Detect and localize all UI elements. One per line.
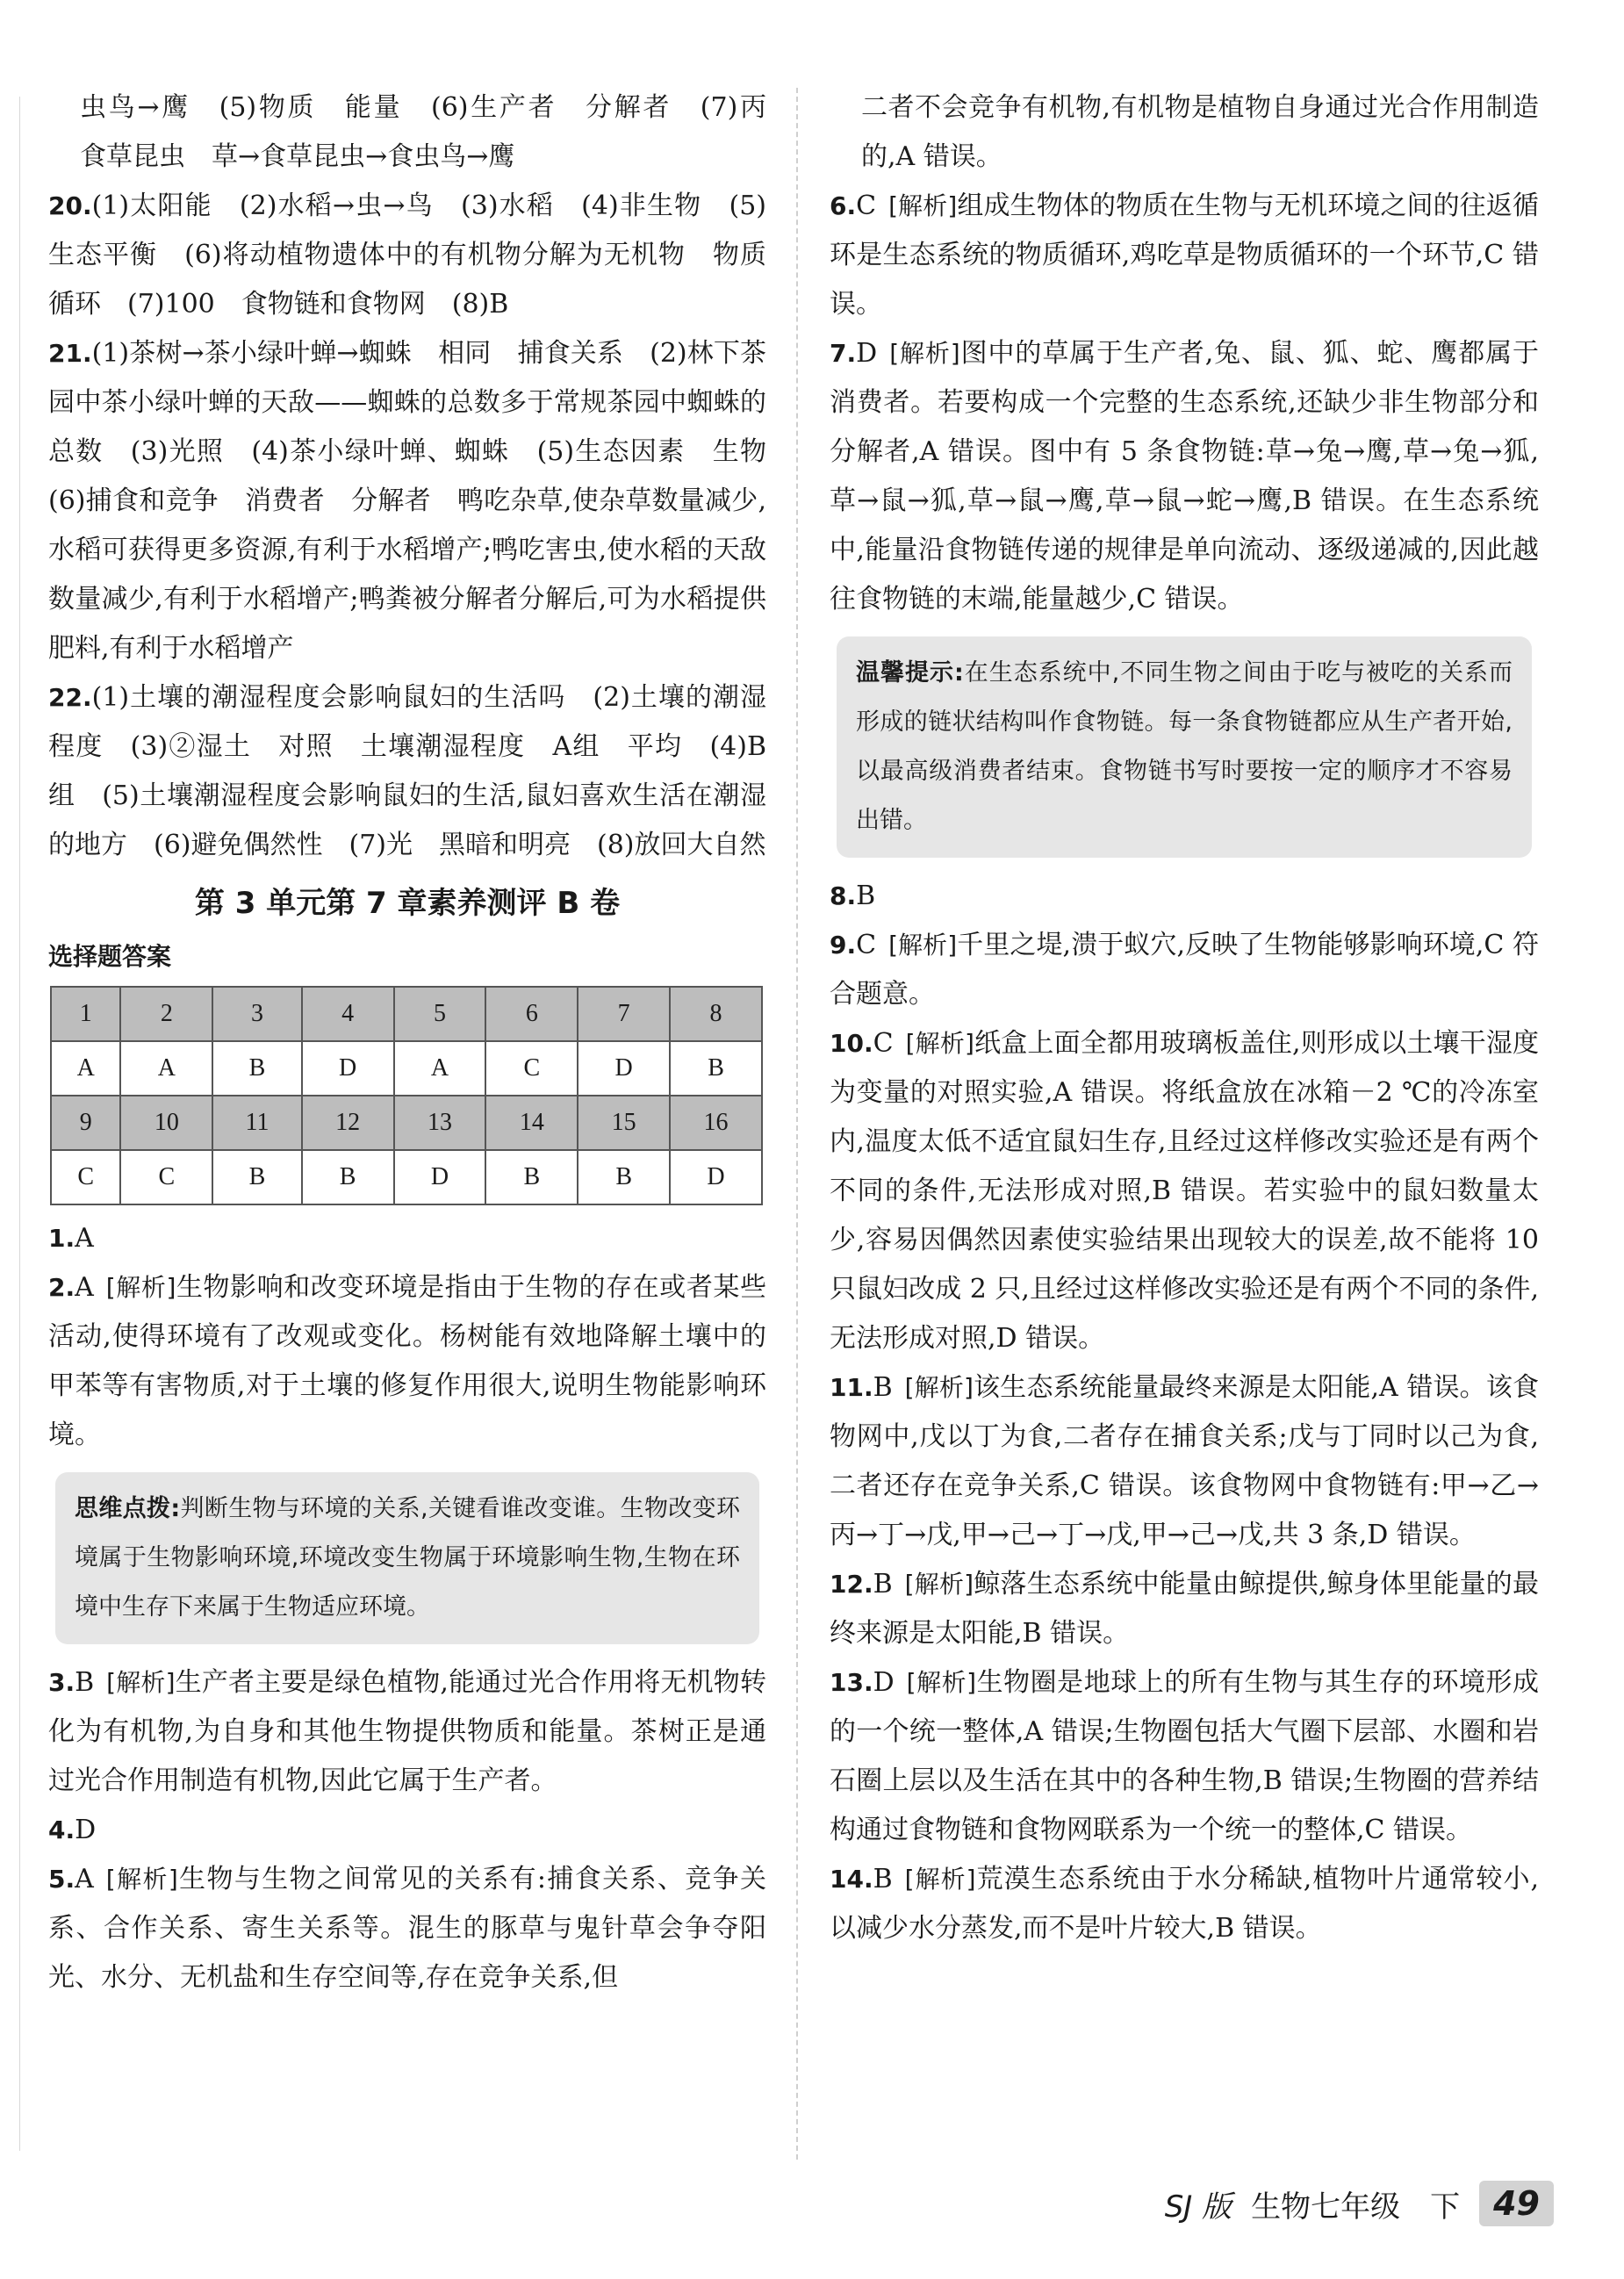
analysis-tag: [解析] xyxy=(904,1865,976,1894)
table-cell-number: 12 xyxy=(302,1096,394,1150)
page-edge-line xyxy=(19,97,20,2151)
table-cell-number: 5 xyxy=(394,987,486,1041)
answer-1 xyxy=(48,1214,766,1263)
analysis-tag: [解析] xyxy=(905,1029,974,1058)
analysis-text: 生物圈是地球上的所有生物与其生存的环境形成的一个统一整体,A 错误;生物圈包括大气圈下层部、水圈和岩石圈上层以及生活在其中的各种生物,B 错误;生物圈的营养结构通过食物链和食物网联系为一个统一的整体,C 错误。 xyxy=(830,1667,1540,1845)
left-column xyxy=(48,83,793,2002)
analysis-text: 荒漠生态系统由于水分稀缺,植物叶片通常较小,以减少水分蒸发,而不是叶片较大,B 错误。 xyxy=(830,1864,1539,1944)
answer-letter: B xyxy=(75,1667,95,1698)
answer-letter: C xyxy=(873,1028,894,1059)
answer-13 xyxy=(830,1658,1539,1855)
table-cell-number: 8 xyxy=(670,987,762,1041)
section-title: 第 3 单元第 7 章素养测评 B 卷 xyxy=(194,886,621,921)
table-cell-answer: B xyxy=(670,1041,762,1096)
column-divider xyxy=(796,88,798,2160)
table-cell-number: 4 xyxy=(302,987,394,1041)
answer-text: (1)土壤的潮湿程度会影响鼠妇的生活吗 (2)土壤的潮湿程度 (3)②湿土 对照 土壤潮湿程度 A组 平均 (4)B组 (5)土壤潮湿程度会影响鼠妇的生活,鼠妇喜欢生活在潮湿的地方 (6)避免偶然性 (7)光 黑暗和明亮 (8)放回大自然 xyxy=(48,682,766,860)
table-cell-number: 2 xyxy=(120,987,212,1041)
answer-letter: A xyxy=(75,1223,94,1254)
tip-text: 判断生物与环境的关系,关键看谁改变谁。生物改变环境属于生物影响环境,环境改变生物属于环境影响生物,生物在环境中生存下来属于生物适应环境。 xyxy=(75,1495,740,1621)
table-row-numbers-1 xyxy=(51,987,762,1041)
table-cell-number: 16 xyxy=(670,1096,762,1150)
analysis-tag: [解析] xyxy=(904,1373,974,1402)
answer-letter: D xyxy=(856,338,878,369)
answer-9 xyxy=(830,921,1539,1019)
subject-label: 生物七年级 下 xyxy=(1251,2189,1461,2225)
answer-14 xyxy=(830,1855,1539,1953)
answer-11 xyxy=(830,1363,1539,1560)
question-number: 21. xyxy=(48,339,92,368)
table-cell-number: 13 xyxy=(394,1096,486,1150)
answer-10 xyxy=(830,1019,1539,1363)
answer-8 xyxy=(830,872,1539,921)
question-number: 6. xyxy=(830,191,857,220)
analysis-text: 千里之堤,溃于蚁穴,反映了生物能够影响环境,C 符合题意。 xyxy=(830,930,1539,1010)
answer-letter: B xyxy=(856,881,876,911)
table-cell-answer: B xyxy=(578,1150,670,1204)
table-cell-answer: A xyxy=(120,1041,212,1096)
answer-7 xyxy=(830,329,1539,624)
table-cell-number: 15 xyxy=(578,1096,670,1150)
answer-letter: B xyxy=(873,1372,893,1403)
table-cell-answer: A xyxy=(394,1041,486,1096)
answer-5-continued: 二者不会竞争有机物,有机物是植物自身通过光合作用制造的,A 错误。 xyxy=(861,92,1539,172)
table-row-numbers-2 xyxy=(51,1096,762,1150)
tip-label: 思维点拨: xyxy=(75,1495,181,1522)
answer-letter: D xyxy=(75,1815,97,1845)
answer-6 xyxy=(830,182,1539,329)
analysis-text: 该生态系统能量最终来源是太阳能,A 错误。该食物网中,戊以丁为食,二者存在捕食关系;戊与丁同时以己为食,二者还存在竞争关系,C 错误。该食物网中食物链有:甲→乙→丙→丁→戊,甲→己→丁→戊,甲→己→戊,共 3 条,D 错误。 xyxy=(830,1372,1539,1550)
table-cell-answer: C xyxy=(120,1150,212,1204)
table-cell-answer: D xyxy=(578,1041,670,1096)
answer-letter: D xyxy=(873,1667,895,1698)
answer-letter: B xyxy=(873,1864,893,1894)
warm-tip-box xyxy=(837,636,1532,858)
table-cell-number: 11 xyxy=(212,1096,301,1150)
table-cell-answer: B xyxy=(212,1041,301,1096)
table-cell-number: 1 xyxy=(51,987,120,1041)
table-cell-number: 9 xyxy=(51,1096,120,1150)
page-footer xyxy=(1165,2181,1554,2226)
analysis-text: 生产者主要是绿色植物,能通过光合作用将无机物转化为有机物,为自身和其他生物提供物质和能量。茶树正是通过光合作用制造有机物,因此它属于生产者。 xyxy=(48,1667,766,1796)
analysis-text: 鲸落生态系统中能量由鲸提供,鲸身体里能量的最终来源是太阳能,B 错误。 xyxy=(830,1569,1539,1649)
table-cell-answer: B xyxy=(302,1150,394,1204)
choice-answers-title: 选择题答案 xyxy=(48,942,172,971)
table-cell-answer: A xyxy=(51,1041,120,1096)
question-number: 9. xyxy=(830,931,857,960)
question-number: 20. xyxy=(48,191,92,220)
table-cell-answer: D xyxy=(670,1150,762,1204)
answer-text: (1)太阳能 (2)水稻→虫→鸟 (3)水稻 (4)非生物 (5)生态平衡 (6)将动植物遗体中的有机物分解为无机物 物质循环 (7)100 食物链和食物网 (8)B xyxy=(48,191,766,320)
question-number: 11. xyxy=(830,1373,873,1402)
table-cell-answer: C xyxy=(51,1150,120,1204)
answer-12 xyxy=(830,1560,1539,1658)
table-cell-answer: C xyxy=(485,1041,578,1096)
question-number: 5. xyxy=(48,1865,75,1894)
answer-text: (1)茶树→茶小绿叶蝉→蜘蛛 相同 捕食关系 (2)林下茶园中茶小绿叶蝉的天敌——蜘蛛的总数多于常规茶园中蜘蛛的总数 (3)光照 (4)茶小绿叶蝉、蜘蛛 (5)生态因素 生物 (6)捕食和竞争 消费者 分解者 鸭吃杂草,使杂草数量减少,水稻可获得更多资源,有利于水稻增产;鸭吃害虫,使水稻的天敌数量减少,有利于水稻增产;鸭粪被分解者分解后,可为水稻提供肥料,有利于水稻增产 xyxy=(48,338,793,664)
answer-letter: A xyxy=(75,1272,94,1303)
answer-2 xyxy=(48,1263,766,1460)
answer-letter: C xyxy=(856,930,877,960)
analysis-text: 组成生物体的物质在生物与无机环境之间的往返循环是生态系统的物质循环,鸡吃草是物质循环的一个环节,C 错误。 xyxy=(830,191,1539,320)
answer-q20 xyxy=(48,182,766,329)
answer-q21 xyxy=(48,329,793,673)
question-number: 22. xyxy=(48,683,92,712)
table-cell-number: 10 xyxy=(120,1096,212,1150)
analysis-text: 纸盒上面全都用玻璃板盖住,则形成以土壤干湿度为变量的对照实验,A 错误。将纸盒放在冰箱－2 ℃的冷冻室内,温度太低不适宜鼠妇生存,且经过这样修改实验还是有两个不同的条件,无法形成对照,B 错误。若实验中的鼠妇数量太少,容易因偶然因素使实验结果出现较大的误差,故不能将 10 只鼠妇改成 2 只,且经过这样修改实验还是有两个不同的条件,无法形成对照,D 错误。 xyxy=(830,1028,1539,1354)
choice-answer-table xyxy=(50,986,763,1205)
answer-letter: B xyxy=(873,1569,893,1600)
analysis-tag: [解析] xyxy=(904,1570,974,1599)
answer-5 xyxy=(48,1855,766,2002)
answer-q22 xyxy=(48,673,766,870)
question-number: 8. xyxy=(830,881,857,910)
analysis-tag: [解析] xyxy=(888,191,958,220)
question-number: 12. xyxy=(830,1570,873,1599)
answer-3 xyxy=(48,1658,766,1806)
question-number: 13. xyxy=(830,1668,873,1697)
analysis-text: 图中的草属于生产者,兔、鼠、狐、蛇、鹰都属于消费者。若要构成一个完整的生态系统,还缺少非生物部分和分解者,A 错误。图中有 5 条食物链:草→兔→鹰,草→兔→狐,草→鼠→狐,草→鼠→鹰,草→鼠→蛇→鹰,B 错误。在生态系统中,能量沿食物链传递的规律是单向流动、逐级递减的,因此越往食物链的末端,能量越少,C 错误。 xyxy=(830,338,1539,615)
analysis-tag: [解析] xyxy=(106,1668,176,1697)
table-cell-answer: D xyxy=(394,1150,486,1204)
analysis-tag: [解析] xyxy=(889,339,960,368)
q19-continued: 虫鸟→鹰 (5)物质 能量 (6)生产者 分解者 (7)丙 食草昆虫 草→食草昆虫→食虫鸟→鹰 xyxy=(80,92,793,172)
answer-4 xyxy=(48,1806,766,1855)
page-number: 49 xyxy=(1479,2181,1554,2226)
answer-letter: C xyxy=(856,191,877,221)
right-column xyxy=(830,83,1539,1953)
table-cell-number: 14 xyxy=(485,1096,578,1150)
table-cell-number: 6 xyxy=(485,987,578,1041)
question-number: 1. xyxy=(48,1224,75,1253)
table-row-answers-1 xyxy=(51,1041,762,1096)
table-cell-answer: D xyxy=(302,1041,394,1096)
table-row-answers-2 xyxy=(51,1150,762,1204)
table-cell-number: 7 xyxy=(578,987,670,1041)
table-cell-number: 3 xyxy=(212,987,301,1041)
question-number: 10. xyxy=(830,1029,873,1058)
analysis-tag: [解析] xyxy=(888,931,958,960)
question-number: 2. xyxy=(48,1273,75,1302)
tip-text: 在生态系统中,不同生物之间由于吃与被吃的关系而形成的链状结构叫作食物链。每一条食物链都应从生产者开始,以最高级消费者结束。食物链书写时要按一定的顺序才不容易出错。 xyxy=(856,659,1513,834)
table-cell-answer: B xyxy=(212,1150,301,1204)
table-cell-answer: B xyxy=(485,1150,578,1204)
question-number: 7. xyxy=(830,339,857,368)
question-number: 3. xyxy=(48,1668,75,1697)
thinking-tip-box xyxy=(55,1472,759,1644)
analysis-text: 生物影响和改变环境是指由于生物的存在或者某些活动,使得环境有了改观或变化。杨树能有效地降解土壤中的甲苯等有害物质,对于土壤的修复作用很大,说明生物能影响环境。 xyxy=(48,1272,766,1450)
analysis-tag: [解析] xyxy=(105,1865,178,1894)
answer-letter: A xyxy=(75,1864,94,1894)
edition-label: SJ 版 xyxy=(1164,2189,1232,2225)
analysis-tag: [解析] xyxy=(906,1668,977,1697)
question-number: 4. xyxy=(48,1815,75,1844)
question-number: 14. xyxy=(830,1865,873,1894)
analysis-tag: [解析] xyxy=(105,1273,176,1302)
analysis-text: 生物与生物之间常见的关系有:捕食关系、竞争关系、合作关系、寄生关系等。混生的豚草与鬼针草会争夺阳光、水分、无机盐和生存空间等,存在竞争关系,但 xyxy=(48,1864,766,1993)
tip-label: 温馨提示: xyxy=(856,659,964,687)
